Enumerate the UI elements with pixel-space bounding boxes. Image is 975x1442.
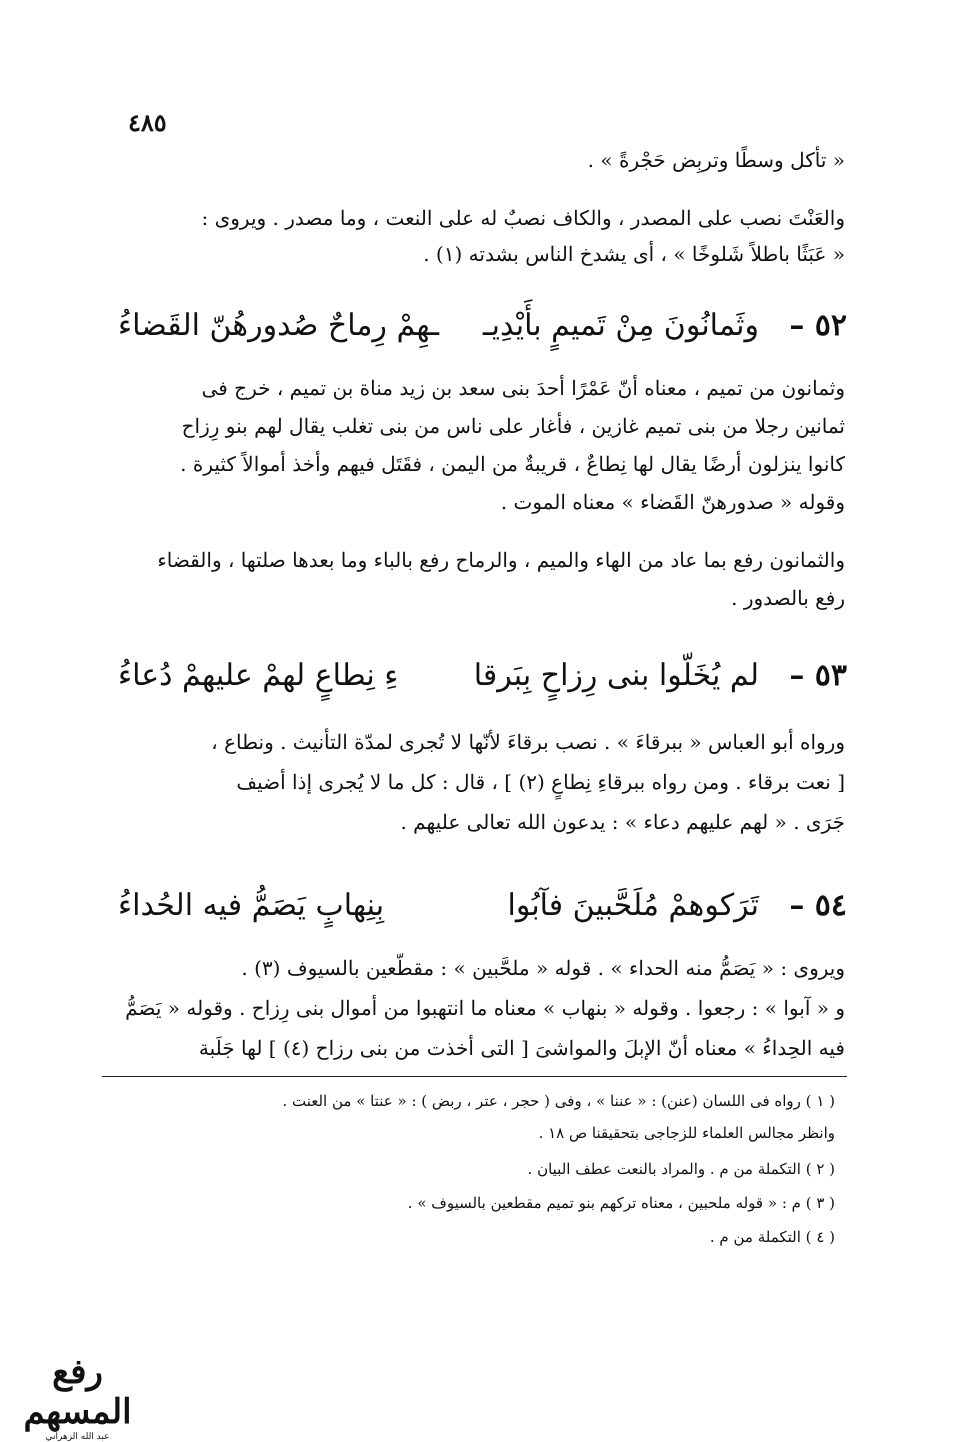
footnote: ( ١ ) رواه فى اللسان (عنن) : « عننا » ، وفى ( حجر ، عتر ، ربض ) : « عنتا » من العنت . [282, 1092, 835, 1110]
stamp-subtext: عبد الله الزهراني [45, 1432, 110, 1442]
verse-number: ٥٣ – [789, 658, 847, 693]
footnote: ( ٢ ) التكملة من م . والمراد بالنعت عطف البيان . [527, 1160, 835, 1178]
verse-number: ٥٤ – [789, 888, 847, 923]
commentary-line: فيه الحِداءُ » معناه أنّ الإبلَ والمواشىَ [ التى أخذت من بنى رزاح (٤) ] لها جَلَبة [198, 1036, 845, 1060]
library-stamp-logo [10, 1352, 145, 1442]
footnote: ( ٣ ) م : « قوله ملحبين ، معناه تركهم بنو تميم مقطعين بالسيوف » . [407, 1194, 835, 1212]
commentary-line: كانوا ينزلون أرضًا يقال لها نِطاعٌ ، قريبةٌ من اليمن ، فقَتَل فيهم وأخذ أموالاً كثيرة . [180, 452, 845, 476]
commentary-line: والثمانون رفع بما عاد من الهاء والميم ، والرماح رفع بالباء وما بعدها صلتها ، والقضاء [157, 548, 845, 572]
footnote: وانظر مجالس العلماء للزجاجى بتحقيقنا ص ١٨ . [538, 1124, 835, 1142]
stamp-text: رفع المسهم [23, 1352, 132, 1432]
commentary-line: [ نعت برقاء . ومن رواه ببرقاءِ نِطاعٍ (٢) ] ، قال : كل ما لا يُجرى إذا أضيف [236, 770, 845, 794]
commentary-line: رفع بالصدور . [731, 586, 845, 610]
commentary-line: وثمانون من تميم ، معناه أنّ عَمْرًا أحدَ بنى سعد بن زيد مناة بن تميم ، خرج فى [201, 376, 845, 400]
verse-number: ٥٢ – [789, 308, 847, 343]
commentary-line: ورواه أبو العباس « ببرقاءَ » . نصب برقاءَ لأنّها لا تُجرى لمدّة التأنيث . ونطاع ، [211, 730, 845, 754]
verse-hemistich-2: ـهِمْ رِماحٌ صُدورهُنّ القَضاءُ [118, 308, 440, 343]
commentary-line: و « آبوا » : رجعوا . وقوله « بنهاب » معناه ما انتهبوا من أموال بنى رِزاح . وقوله « يَصَمُّ [125, 996, 845, 1020]
intro-line: « تأكل وسطًا وتربِض حَجْرةً » . [587, 148, 845, 172]
verse-hemistich-2: ءِ نِطاعٍ لهمْ عليهمْ دُعاءُ [118, 658, 399, 693]
commentary-line: ثمانين رجلا من بنى تميم غازين ، فأغار على ناس من بنى تغلب يقال لهم بنو رِزاح [181, 414, 845, 438]
footnote-divider [102, 1076, 847, 1077]
intro-line: « عَبَثًا باطلاً شَلوخًا » ، أى يشدخ الناس بشدته (١) . [423, 242, 845, 266]
commentary-line: ويروى : « يَصَمُّ منه الحداء » . قوله « ملحَّبين » : مقطّعين بالسيوف (٣) . [241, 956, 845, 980]
commentary-line: وقوله « صدورهنّ القَضاء » معناه الموت . [500, 490, 845, 514]
verse-hemistich-1: تَرَكوهمْ مُلَحَّبينَ فآبُوا [507, 888, 759, 923]
commentary-line: جَرَى . « لهم عليهم دعاء » : يدعون الله تعالى عليهم . [400, 810, 845, 834]
verse-hemistich-2: بِنِهابٍ يَصَمُّ فيه الحُداءُ [118, 888, 385, 923]
verse-hemistich-1: لم يُخَلّوا بنى رِزاحٍ بِبَرقا [473, 658, 759, 693]
verse-hemistich-1: وثَمانُونَ مِنْ تَميمٍ بأَيْدِيـ [482, 308, 759, 343]
intro-line: والعَنْتَ نصب على المصدر ، والكاف نصبٌ له على النعت ، وما مصدر . ويروى : [201, 206, 845, 230]
footnote: ( ٤ ) التكملة من م . [709, 1228, 835, 1246]
page-number: ٤٨٥ [128, 108, 167, 137]
